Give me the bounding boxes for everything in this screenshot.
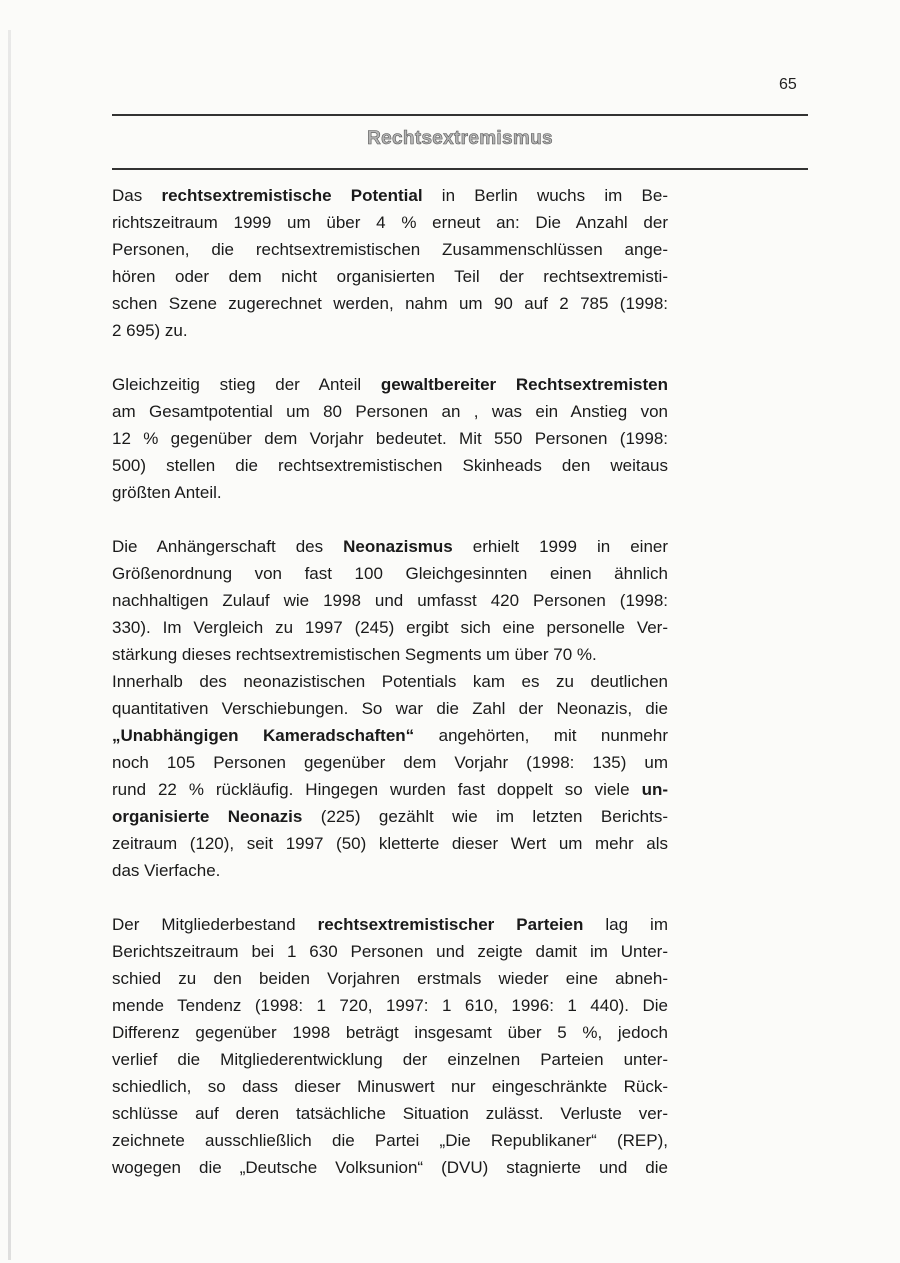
text-line (112, 209, 668, 236)
text-segment: schlüsse auf deren tatsächliche Situation zulässt. Verluste ver- (112, 1104, 668, 1123)
text-segment: Differenz gegenüber 1998 beträgt insgesamt über 5 %, jedoch (112, 1023, 668, 1042)
text-segment: quantitativen Verschiebungen. So war die Zahl der Neonazis, die (112, 699, 668, 718)
bottom-rule (112, 168, 808, 170)
text-line (112, 317, 668, 344)
bold-term: gewaltbereiter Rechtsextremisten (380, 375, 668, 394)
text-segment: erhielt 1999 in einer (452, 537, 669, 556)
text-line (112, 695, 668, 722)
text-segment: schiedlich, so dass dieser Minuswert nur eingeschränkte Rück- (112, 1077, 668, 1096)
text-line (112, 614, 668, 641)
text-segment: am Gesamtpotential um 80 Personen an , was ein Anstieg von (112, 402, 668, 421)
text-line (112, 641, 668, 668)
text-line (112, 371, 668, 398)
paragraph (112, 533, 668, 884)
body-text (112, 182, 668, 1208)
text-line (112, 182, 668, 209)
bold-term: rechtsextremistischer Parteien (317, 915, 584, 934)
text-segment: hören oder dem nicht organisierten Teil der rechtsextremisti- (112, 267, 668, 286)
text-line (112, 749, 668, 776)
text-line (112, 668, 668, 695)
text-segment: zeichnete ausschließlich die Partei „Die Republikaner“ (REP), (112, 1131, 668, 1150)
text-line (112, 938, 668, 965)
text-line (112, 425, 668, 452)
text-line (112, 236, 668, 263)
text-line (112, 776, 668, 803)
section-title: Rechtsextremismus (367, 128, 553, 149)
text-line (112, 560, 668, 587)
text-segment: rund 22 % rückläufig. Hingegen wurden fast doppelt so viele (112, 780, 642, 799)
page-number: 65 (779, 76, 797, 93)
scan-edge-shadow (8, 30, 11, 1260)
text-segment: richtszeitraum 1999 um über 4 % erneut an: Die Anzahl der (112, 213, 668, 232)
text-segment: Der Mitgliederbestand (112, 915, 318, 934)
bold-term: Neonazismus (343, 537, 453, 556)
text-line (112, 452, 668, 479)
text-segment: 12 % gegenüber dem Vorjahr bedeutet. Mit 550 Personen (1998: (112, 429, 668, 448)
text-segment: 2 695) zu. (112, 321, 188, 340)
text-line (112, 857, 668, 884)
text-segment: das Vierfache. (112, 861, 221, 880)
text-line (112, 533, 668, 560)
text-line (112, 1073, 668, 1100)
bold-term: „Unabhängigen Kameradschaften“ (112, 726, 415, 745)
paragraph (112, 182, 668, 344)
text-segment: Das (112, 186, 162, 205)
text-segment: schied zu den beiden Vorjahren erstmals wieder eine abneh- (112, 969, 668, 988)
text-segment: verlief die Mitgliederentwicklung der einzelnen Parteien unter- (112, 1050, 668, 1069)
text-segment: Die Anhängerschaft des (112, 537, 344, 556)
text-line (112, 830, 668, 857)
text-segment: Berichtszeitraum bei 1 630 Personen und zeigte damit im Unter- (112, 942, 668, 961)
text-line (112, 992, 668, 1019)
text-segment: Gleichzeitig stieg der Anteil (112, 375, 381, 394)
text-line (112, 587, 668, 614)
text-line (112, 479, 668, 506)
paragraph (112, 911, 668, 1181)
text-line (112, 803, 668, 830)
text-segment: mende Tendenz (1998: 1 720, 1997: 1 610, 1996: 1 440). Die (112, 996, 668, 1015)
text-line (112, 722, 668, 749)
text-line (112, 1127, 668, 1154)
text-line (112, 1154, 668, 1181)
text-segment: nachhaltigen Zulauf wie 1998 und umfasst 420 Personen (1998: (112, 591, 668, 610)
text-segment: Innerhalb des neonazistischen Potentials kam es zu deutlichen (112, 672, 668, 691)
text-segment: (225) gezählt wie im letzten Berichts- (302, 807, 669, 826)
text-segment: zeitraum (120), seit 1997 (50) kletterte dieser Wert um mehr als (112, 834, 668, 853)
text-segment: angehörten, mit nunmehr (414, 726, 668, 745)
top-rule (112, 114, 808, 116)
text-line (112, 911, 668, 938)
text-segment: 330). Im Vergleich zu 1997 (245) ergibt sich eine personelle Ver- (112, 618, 668, 637)
text-line (112, 290, 668, 317)
bold-term: organisierte Neonazis (112, 807, 303, 826)
text-line (112, 1100, 668, 1127)
text-segment: größten Anteil. (112, 483, 222, 502)
text-segment: Personen, die rechtsextremistischen Zusammenschlüssen ange- (112, 240, 668, 259)
text-line (112, 965, 668, 992)
text-segment: Größenordnung von fast 100 Gleichgesinnten einen ähnlich (112, 564, 668, 583)
text-line (112, 263, 668, 290)
bold-term: rechtsextremistische Potential (161, 186, 423, 205)
text-segment: stärkung dieses rechtsextremistischen Segments um über 70 %. (112, 645, 597, 664)
text-segment: wogegen die „Deutsche Volksunion“ (DVU) stagnierte und die (112, 1158, 668, 1177)
text-line (112, 1046, 668, 1073)
bold-term: un- (641, 780, 668, 799)
text-segment: 500) stellen die rechtsextremistischen Skinheads den weitaus (112, 456, 668, 475)
text-segment: schen Szene zugerechnet werden, nahm um 90 auf 2 785 (1998: (112, 294, 668, 313)
text-line (112, 398, 668, 425)
text-line (112, 1019, 668, 1046)
text-segment: noch 105 Personen gegenüber dem Vorjahr (1998: 135) um (112, 753, 668, 772)
text-segment: in Berlin wuchs im Be- (422, 186, 668, 205)
paragraph (112, 371, 668, 506)
text-segment: lag im (583, 915, 668, 934)
